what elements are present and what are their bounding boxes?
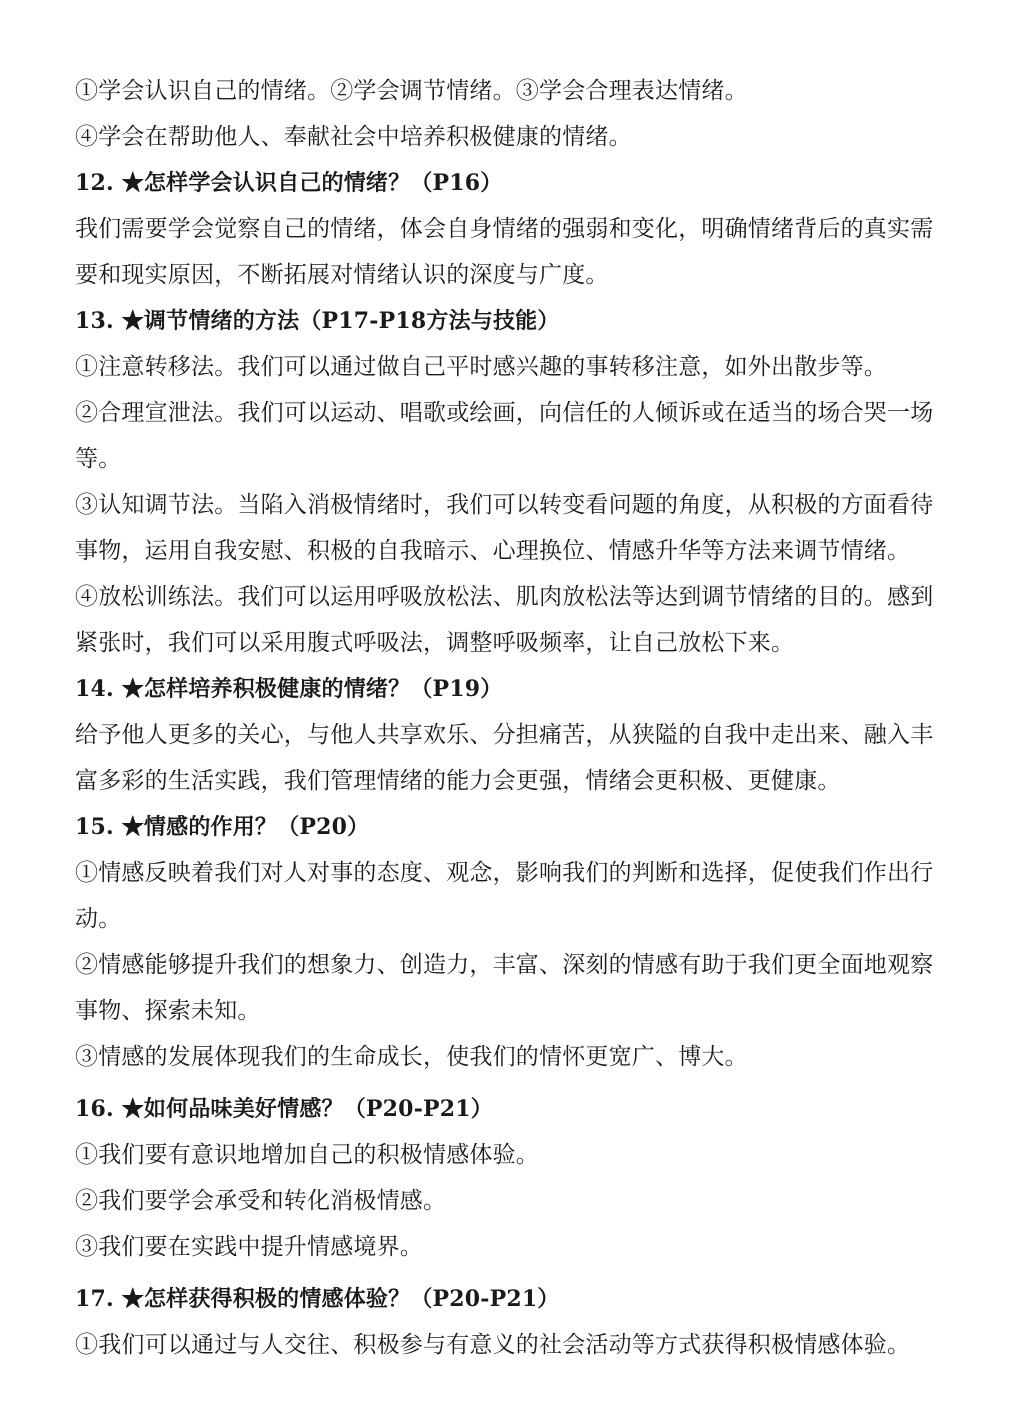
text-line: 紧张时，我们可以采用腹式呼吸法，调整呼吸频率，让自己放松下来。 (75, 630, 795, 656)
text-line: ①我们要有意识地增加自己的积极情感体验。 (75, 1142, 539, 1168)
section-heading-12: 12. ★怎样学会认识自己的情绪？（P16） (75, 170, 503, 196)
text-line: 要和现实原因，不断拓展对情绪认识的深度与广度。 (75, 262, 609, 288)
text-line: 等。 (75, 446, 122, 472)
text-line: ③情感的发展体现我们的生命成长，使我们的情怀更宽广、博大。 (75, 1044, 748, 1070)
text-line: ②合理宣泄法。我们可以运动、唱歌或绘画，向信任的人倾诉或在适当的场合哭一场 (75, 400, 934, 426)
text-line: ①学会认识自己的情绪。②学会调节情绪。③学会合理表达情绪。 (75, 78, 748, 104)
section-heading-17: 17. ★怎样获得积极的情感体验？（P20-P21） (75, 1286, 560, 1312)
text-line: ③认知调节法。当陷入消极情绪时，我们可以转变看问题的角度，从积极的方面看待 (75, 492, 934, 518)
text-line: 事物，运用自我安慰、积极的自我暗示、心理换位、情感升华等方法来调节情绪。 (75, 538, 911, 564)
document-page (75, 68, 945, 1368)
section-heading-14: 14. ★怎样培养积极健康的情绪？（P19） (75, 676, 503, 702)
section-heading-16: 16. ★如何品味美好情感？（P20-P21） (75, 1096, 493, 1122)
text-line: ④学会在帮助他人、奉献社会中培养积极健康的情绪。 (75, 124, 632, 150)
text-line: 富多彩的生活实践，我们管理情绪的能力会更强，情绪会更积极、更健康。 (75, 768, 841, 794)
text-line: 我们需要学会觉察自己的情绪，体会自身情绪的强弱和变化，明确情绪背后的真实需 (75, 216, 934, 242)
text-line: ①注意转移法。我们可以通过做自己平时感兴趣的事转移注意，如外出散步等。 (75, 354, 887, 380)
text-line: 动。 (75, 906, 122, 932)
text-line: 给予他人更多的关心，与他人共享欢乐、分担痛苦，从狭隘的自我中走出来、融入丰 (75, 722, 934, 748)
text-line: ①情感反映着我们对人对事的态度、观念，影响我们的判断和选择，促使我们作出行 (75, 860, 934, 886)
section-heading-15: 15. ★情感的作用？（P20） (75, 814, 370, 840)
text-line: ③我们要在实践中提升情感境界。 (75, 1234, 423, 1260)
text-line: 事物、探索未知。 (75, 998, 261, 1024)
text-line: ②我们要学会承受和转化消极情感。 (75, 1188, 447, 1214)
text-line: ①我们可以通过与人交往、积极参与有意义的社会活动等方式获得积极情感体验。 (75, 1332, 911, 1358)
section-heading-13: 13. ★调节情绪的方法（P17-P18方法与技能） (75, 308, 560, 334)
text-line: ④放松训练法。我们可以运用呼吸放松法、肌肉放松法等达到调节情绪的目的。感到 (75, 584, 934, 610)
text-line: ②情感能够提升我们的想象力、创造力，丰富、深刻的情感有助于我们更全面地观察 (75, 952, 934, 978)
